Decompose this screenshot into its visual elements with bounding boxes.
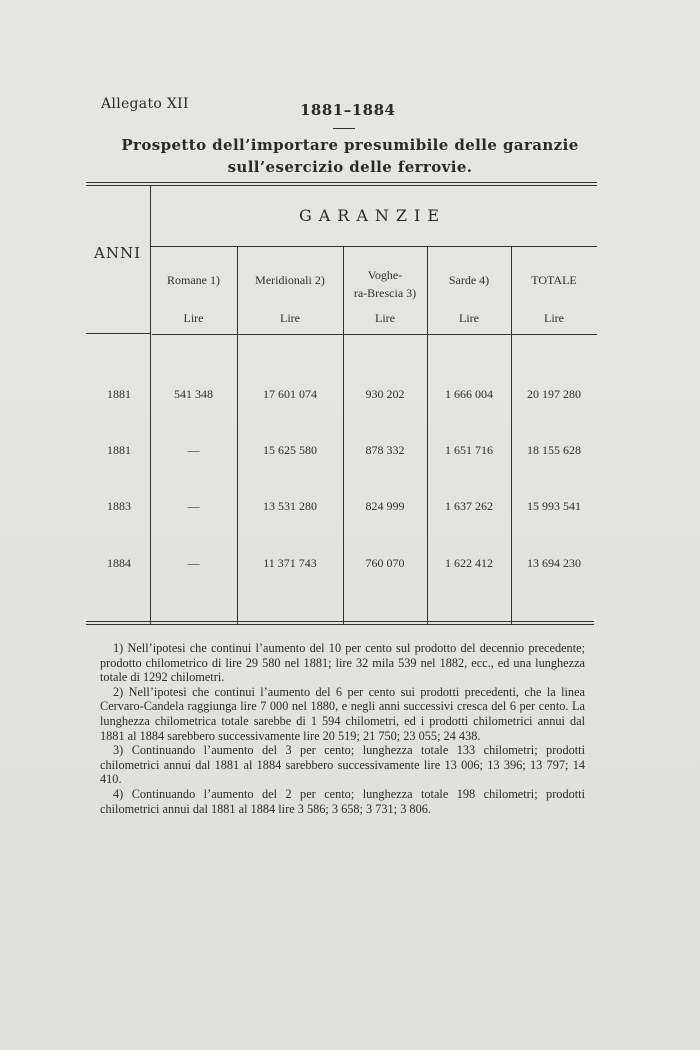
col-unit-voghera-brescia: Lire	[375, 311, 395, 325]
value-cell: 17 601 074	[263, 387, 317, 401]
header-bottom-rule-left	[86, 333, 150, 334]
year-cell: 1884	[107, 556, 131, 570]
footnote-3: 3) Continuando l’aumento del 3 per cento; lunghezza totale 133 chilometri; prodotti chilometrici annui dal 1881 al 1884 sarebbero successivamente lire 13 006; 13 396; 13 797; 14 410.	[100, 743, 585, 787]
value-cell: 760 070	[365, 556, 405, 570]
table-bottom-rule	[86, 621, 594, 622]
value-cell: 20 197 280	[527, 387, 581, 401]
year-cell: 1881	[107, 443, 131, 457]
table-top-rule-2	[86, 185, 597, 186]
value-cell: 18 155 628	[527, 443, 581, 457]
value-cell: 1 651 716	[445, 443, 493, 457]
value-cell: 1 666 004	[445, 387, 493, 401]
col-header-name: TOTALE	[531, 273, 577, 287]
col-header-meridionali	[237, 273, 343, 288]
footnotes	[100, 641, 585, 816]
allegato-label: Allegato XII	[101, 96, 189, 112]
title-rule	[333, 128, 355, 129]
table-bottom-rule-2	[86, 624, 594, 625]
value-cell: 13 531 280	[263, 499, 317, 513]
year-cell: 1883	[107, 499, 131, 513]
col-unit-romane: Lire	[183, 311, 204, 325]
value-cell: —	[187, 443, 200, 457]
title-line-2: sull’esercizio delle ferrovie.	[227, 158, 473, 176]
value-cell: 11 371 743	[263, 556, 317, 570]
anni-header: ANNI	[93, 244, 141, 262]
col-unit-meridionali: Lire	[280, 311, 300, 325]
footnote-4: 4) Continuando l’aumento del 2 per cento; lunghezza totale 198 chilometri; prodotti chilometrici annui dal 1881 al 1884 lire 3 586; 3 658; 3 731; 3 806.	[100, 786, 585, 816]
col-header-voghera-brescia	[343, 266, 427, 302]
value-cell: —	[187, 556, 200, 570]
value-cell: 15 625 580	[263, 443, 317, 457]
value-cell: 878 332	[365, 443, 405, 457]
footnote-1: 1) Nell’ipotesi che continui l’aumento del 10 per cento sul prodotto del decennio precedente; prodotto chilometrico di lire 29 580 nel 1881; lire 32 mila 539 nel 1882, ecc., ed una lunghezza totale di 1292 chilometri.	[100, 641, 585, 685]
col-header-sarde	[427, 273, 511, 288]
col-header-name: Meridionali 2)	[255, 273, 325, 287]
footnote-2: 2) Nell’ipotesi che continui l’aumento del 6 per cento sui prodotti precedenti, che la linea Cervaro-Candela raggiunga lire 7 000 nel 1880, e negli anni successivi cresca del 6 per cento. La lunghezza chilometrica totale sarebbe di 1 594 chilometri, ed i prodotti chilometrici annui dal 1881 al 1884 sarebbero successivamente lire 20 519; 21 750; 23 055; 24 438.	[100, 684, 585, 743]
value-cell: 13 694 230	[527, 556, 581, 570]
years-heading: 1881–1884	[300, 101, 396, 119]
col-header-name: Sarde 4)	[448, 273, 490, 287]
value-cell: 15 993 541	[527, 499, 581, 513]
value-cell: 930 202	[365, 387, 405, 401]
col-unit-sarde: Lire	[459, 311, 479, 325]
col-header-name: Voghe-	[367, 268, 403, 282]
value-cell: 1 622 412	[445, 556, 493, 570]
col-header-totale	[511, 273, 597, 288]
value-cell: 541 348	[174, 387, 213, 401]
col-header-name: Romane 1)	[167, 273, 220, 287]
year-cell: 1881	[107, 387, 131, 401]
garanzie-header: GARANZIE	[298, 206, 447, 225]
value-cell: 824 999	[365, 499, 405, 513]
table-top-rule	[86, 182, 597, 183]
col-header-name-2: ra-Brescia 3)	[353, 286, 417, 300]
title-line-1: Prospetto dell’importare presumibile delle garanzie	[121, 136, 579, 154]
value-cell: 1 637 262	[445, 499, 493, 513]
header-bottom-rule	[152, 334, 597, 335]
col-unit-totale: Lire	[544, 311, 564, 325]
value-cell: —	[187, 499, 200, 513]
group-rule	[150, 246, 597, 247]
document-title	[100, 134, 600, 178]
col-header-romane	[150, 273, 237, 288]
